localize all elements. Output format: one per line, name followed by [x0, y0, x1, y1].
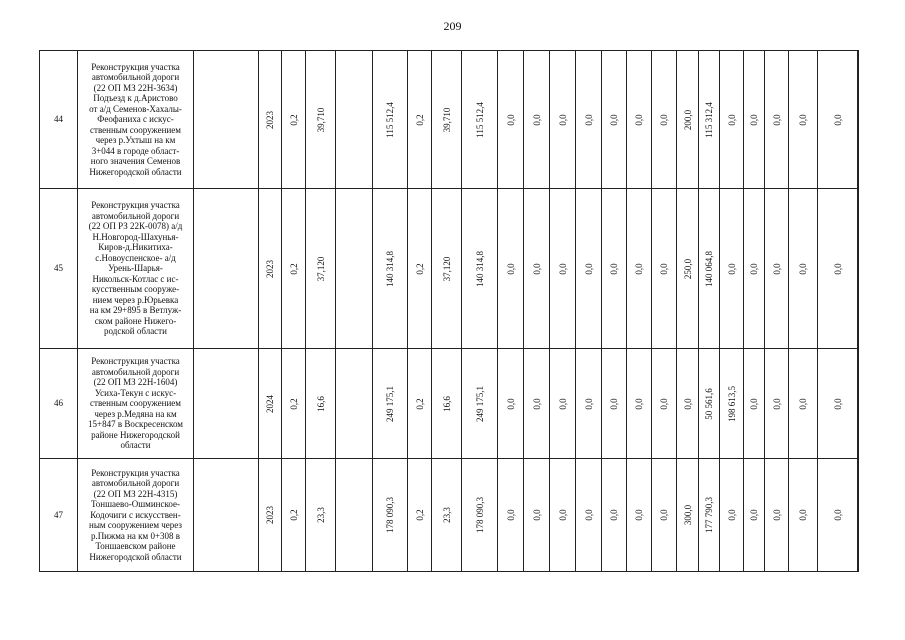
object-name-line: родской области — [104, 326, 167, 337]
value-cell — [744, 459, 765, 572]
table-row — [40, 51, 859, 189]
cell-value: 0,0 — [658, 262, 669, 275]
object-name-line: ным сооружением через — [89, 520, 182, 531]
value-cell — [576, 189, 602, 349]
cell-value: 37,120 — [315, 256, 326, 281]
value-cell — [627, 459, 652, 572]
value-cell — [259, 349, 282, 459]
cell-value: 0,0 — [583, 113, 594, 126]
cell-value: 0,0 — [726, 509, 737, 521]
value-cell — [677, 349, 699, 459]
object-name-line: Подъезд к д.Аристово — [93, 93, 178, 104]
value-cell — [858, 349, 859, 459]
cell-value — [858, 263, 859, 274]
cell-value: 178 090,3 — [474, 497, 485, 533]
object-name-line: автомобильной дороги — [91, 478, 180, 489]
value-cell — [576, 51, 602, 189]
object-name-line: Реконструкция участка — [91, 467, 180, 478]
cell-value: 0,0 — [505, 113, 516, 126]
cell-value: 0,0 — [832, 397, 843, 410]
value-cell — [818, 51, 858, 189]
cell-value: 0,0 — [557, 262, 568, 275]
cell-value: 0,0 — [797, 397, 808, 410]
cell-value: 0,0 — [771, 397, 782, 410]
value-cell — [462, 349, 498, 459]
value-cell — [432, 459, 462, 572]
value-cell — [576, 349, 602, 459]
value-cell — [408, 189, 432, 349]
value-cell — [282, 189, 306, 349]
value-cell — [373, 51, 408, 189]
page-number: 209 — [443, 19, 462, 33]
object-name-line: через р.Медяна на км — [94, 408, 177, 419]
cell-value: 0,0 — [633, 113, 644, 126]
object-name — [78, 189, 194, 349]
cell-value: 0,0 — [531, 262, 542, 275]
value-cell — [550, 51, 576, 189]
value-cell — [498, 459, 524, 572]
value-cell — [373, 189, 408, 349]
value-cell — [677, 459, 699, 572]
value-cell — [720, 459, 744, 572]
value-cell — [652, 349, 677, 459]
value-cell — [576, 459, 602, 572]
object-name-line: Кодочиги с искусствен- — [90, 509, 181, 520]
cell-value — [858, 398, 859, 409]
value-cell — [336, 51, 373, 189]
value-cell — [720, 349, 744, 459]
cell-value: 0,0 — [832, 509, 843, 521]
object-name-line: Феофаниха с искус- — [97, 114, 174, 125]
value-cell — [699, 189, 720, 349]
object-name — [78, 51, 194, 189]
object-name-line: Реконструкция участка — [91, 61, 180, 72]
object-name-line: районе Нижегородской — [91, 429, 180, 440]
value-cell — [789, 51, 818, 189]
object-name-line: автомобильной дороги — [91, 210, 180, 221]
row-number: 47 — [40, 459, 78, 572]
object-name-line: от а/д Семенов-Хахалы- — [89, 103, 182, 114]
value-cell — [408, 459, 432, 572]
object-name-line: Никольск-Котлас с ис- — [92, 273, 179, 284]
table-row — [40, 459, 859, 572]
value-cell — [498, 349, 524, 459]
cell-value: 0,0 — [726, 262, 737, 275]
value-cell — [789, 349, 818, 459]
empty-cell — [194, 459, 259, 572]
object-name-line: Киров-д.Никитиха- — [98, 242, 173, 253]
object-name-line: Нижегородской области — [89, 551, 182, 562]
object-name-line: на км 29+895 в Ветлуж- — [89, 305, 182, 316]
value-cell — [765, 349, 789, 459]
cell-value: 23,3 — [315, 507, 326, 523]
value-cell — [432, 189, 462, 349]
cell-value: 0,2 — [288, 262, 299, 275]
row-number: 46 — [40, 349, 78, 459]
value-cell — [462, 189, 498, 349]
cell-value: 0,0 — [583, 509, 594, 521]
object-name-line: Нижегородской области — [89, 166, 182, 177]
value-cell — [602, 189, 627, 349]
value-cell — [336, 459, 373, 572]
cell-value: 115 512,4 — [384, 101, 395, 138]
value-cell — [524, 189, 550, 349]
cell-value: 115 312,4 — [703, 101, 714, 138]
object-name-line: кусственным сооруже- — [91, 284, 180, 295]
cell-value: 0,0 — [748, 509, 759, 521]
cell-value: 249 175,1 — [384, 385, 395, 422]
value-cell — [408, 51, 432, 189]
value-cell — [765, 189, 789, 349]
object-name-line: 15+847 в Воскресенском — [88, 419, 183, 430]
cell-value: 0,0 — [748, 397, 759, 410]
cell-value: 0,0 — [608, 113, 619, 126]
object-name-line: ственным сооружением — [90, 398, 181, 409]
value-cell — [858, 51, 859, 189]
cell-value: 2024 — [264, 394, 275, 413]
object-name-line: Тоншаево-Ошминское- — [90, 499, 180, 510]
value-cell — [699, 51, 720, 189]
object-name-line: через р.Ухтыш на км — [95, 135, 176, 146]
cell-value: 0,0 — [633, 509, 644, 521]
cell-value: 0,0 — [583, 397, 594, 410]
value-cell — [720, 189, 744, 349]
value-cell — [818, 459, 858, 572]
cell-value: 0,0 — [771, 509, 782, 521]
value-cell — [677, 51, 699, 189]
value-cell — [627, 349, 652, 459]
value-cell — [744, 349, 765, 459]
cell-value: 0,0 — [726, 113, 737, 126]
value-cell — [282, 459, 306, 572]
cell-value: 0,0 — [557, 397, 568, 410]
object-name-line: (22 ОП РЗ 22К-0078) а/д — [88, 221, 183, 232]
value-cell — [550, 459, 576, 572]
cell-value: 0,2 — [414, 397, 425, 410]
cell-value: 0,0 — [608, 397, 619, 410]
value-cell — [677, 189, 699, 349]
value-cell — [789, 189, 818, 349]
cell-value: 0,0 — [797, 262, 808, 275]
value-cell — [652, 51, 677, 189]
value-cell — [789, 459, 818, 572]
value-cell — [498, 189, 524, 349]
cell-value: 0,0 — [583, 262, 594, 275]
object-name-line: ственным сооружением — [90, 124, 181, 135]
cell-value: 2023 — [264, 259, 275, 278]
value-cell — [524, 459, 550, 572]
cell-value: 0,2 — [288, 397, 299, 410]
object-name-line: Усиха-Текун с искус- — [94, 387, 177, 398]
cell-value: 0,0 — [531, 113, 542, 126]
value-cell — [498, 51, 524, 189]
cell-value: 0,0 — [658, 509, 669, 521]
object-name — [78, 459, 194, 572]
cell-value: 140 064,8 — [703, 250, 714, 287]
investment-table — [39, 50, 859, 572]
value-cell — [432, 349, 462, 459]
object-name-line: ском районе Нижего- — [94, 315, 177, 326]
value-cell — [408, 349, 432, 459]
object-name-line: автомобильной дороги — [91, 366, 180, 377]
cell-value: 249 175,1 — [474, 385, 485, 422]
cell-value: 0,0 — [832, 113, 843, 126]
value-cell — [818, 189, 858, 349]
value-cell — [744, 189, 765, 349]
cell-value: 0,0 — [748, 262, 759, 275]
value-cell — [818, 349, 858, 459]
value-cell — [259, 51, 282, 189]
cell-value — [858, 114, 859, 125]
cell-value: 16,6 — [315, 395, 326, 412]
value-cell — [858, 189, 859, 349]
cell-value: 0,0 — [797, 113, 808, 126]
value-cell — [720, 51, 744, 189]
object-name-line: (22 ОП МЗ 22Н-4315) — [93, 488, 178, 499]
value-cell — [336, 189, 373, 349]
value-cell — [373, 459, 408, 572]
cell-value: 177 790,3 — [703, 497, 714, 533]
value-cell — [373, 349, 408, 459]
cell-value: 2023 — [264, 506, 275, 524]
cell-value: 0,0 — [505, 262, 516, 275]
cell-value: 0,0 — [557, 509, 568, 521]
object-name-line: Реконструкция участка — [91, 356, 180, 367]
cell-value: 0,0 — [608, 509, 619, 521]
cell-value: 0,2 — [288, 509, 299, 521]
value-cell — [282, 349, 306, 459]
value-cell — [602, 51, 627, 189]
object-name-line: Н.Новгород-Шахунья- — [92, 231, 179, 242]
value-cell — [550, 349, 576, 459]
cell-value: 0,0 — [531, 509, 542, 521]
empty-cell — [194, 349, 259, 459]
value-cell — [259, 189, 282, 349]
object-name-line: Урень-Шарья- — [108, 263, 163, 274]
object-name-line: Тоншаевском районе — [95, 541, 176, 552]
cell-value: 16,6 — [441, 395, 452, 412]
cell-value: 0,0 — [748, 113, 759, 126]
value-cell — [699, 349, 720, 459]
cell-value: 0,0 — [608, 262, 619, 275]
value-cell — [432, 51, 462, 189]
row-number: 44 — [40, 51, 78, 189]
cell-value: 0,0 — [658, 113, 669, 126]
value-cell — [306, 349, 336, 459]
cell-value: 0,0 — [682, 397, 693, 410]
value-cell — [306, 459, 336, 572]
value-cell — [524, 51, 550, 189]
cell-value: 0,0 — [505, 397, 516, 410]
cell-value: 0,0 — [557, 113, 568, 126]
value-cell — [744, 51, 765, 189]
object-name-line: области — [120, 440, 151, 451]
cell-value: 0,0 — [771, 262, 782, 275]
cell-value: 0,2 — [414, 262, 425, 275]
cell-value: 0,0 — [832, 262, 843, 275]
object-name-line: автомобильной дороги — [91, 72, 180, 83]
cell-value: 115 512,4 — [474, 101, 485, 138]
cell-value: 0,0 — [797, 509, 808, 521]
cell-value: 0,0 — [633, 397, 644, 410]
cell-value: 39,710 — [315, 107, 326, 132]
object-name-line: (22 ОП МЗ 22Н-1604) — [93, 377, 178, 388]
cell-value: 0,0 — [633, 262, 644, 275]
cell-value: 0,0 — [771, 113, 782, 126]
cell-value: 50 561,6 — [703, 387, 714, 420]
object-name-line: (22 ОП МЗ 22Н-3634) — [93, 82, 178, 93]
value-cell — [602, 459, 627, 572]
cell-value: 2023 — [264, 110, 275, 129]
value-cell — [627, 51, 652, 189]
value-cell — [462, 459, 498, 572]
value-cell — [306, 51, 336, 189]
value-cell — [699, 459, 720, 572]
cell-value: 37,120 — [441, 256, 452, 281]
cell-value: 0,0 — [658, 397, 669, 410]
object-name-line: Реконструкция участка — [91, 200, 180, 211]
empty-cell — [194, 51, 259, 189]
cell-value: 23,3 — [441, 507, 452, 523]
object-name-line: 3+044 в городе област- — [91, 145, 180, 156]
cell-value: 0,2 — [414, 113, 425, 126]
value-cell — [765, 51, 789, 189]
cell-value: 39,710 — [441, 107, 452, 132]
value-cell — [336, 349, 373, 459]
cell-value: 0,2 — [288, 113, 299, 126]
cell-value: 198 613,5 — [726, 385, 737, 422]
value-cell — [259, 459, 282, 572]
cell-value: 250,0 — [682, 258, 693, 279]
object-name-line: нием через р.Юрьевка — [92, 294, 179, 305]
object-name — [78, 349, 194, 459]
row-number: 45 — [40, 189, 78, 349]
value-cell — [306, 189, 336, 349]
value-cell — [652, 459, 677, 572]
table-row — [40, 349, 859, 459]
cell-value: 0,0 — [505, 509, 516, 521]
value-cell — [602, 349, 627, 459]
object-name-line: ного значения Семенов — [90, 156, 181, 167]
cell-value — [858, 509, 859, 520]
value-cell — [765, 459, 789, 572]
cell-value: 140 314,8 — [474, 250, 485, 287]
value-cell — [550, 189, 576, 349]
cell-value: 0,2 — [414, 509, 425, 521]
object-name-line: р.Пижма на км 0+308 в — [90, 530, 181, 541]
value-cell — [524, 349, 550, 459]
cell-value: 178 090,3 — [384, 497, 395, 533]
value-cell — [858, 459, 859, 572]
cell-value: 200,0 — [682, 109, 693, 130]
empty-cell — [194, 189, 259, 349]
object-name-line: с.Новоуспенское- а/д — [95, 252, 176, 263]
value-cell — [462, 51, 498, 189]
value-cell — [627, 189, 652, 349]
table-row — [40, 189, 859, 349]
cell-value: 300,0 — [682, 504, 693, 526]
value-cell — [282, 51, 306, 189]
cell-value: 0,0 — [531, 397, 542, 410]
value-cell — [652, 189, 677, 349]
cell-value: 140 314,8 — [384, 250, 395, 287]
